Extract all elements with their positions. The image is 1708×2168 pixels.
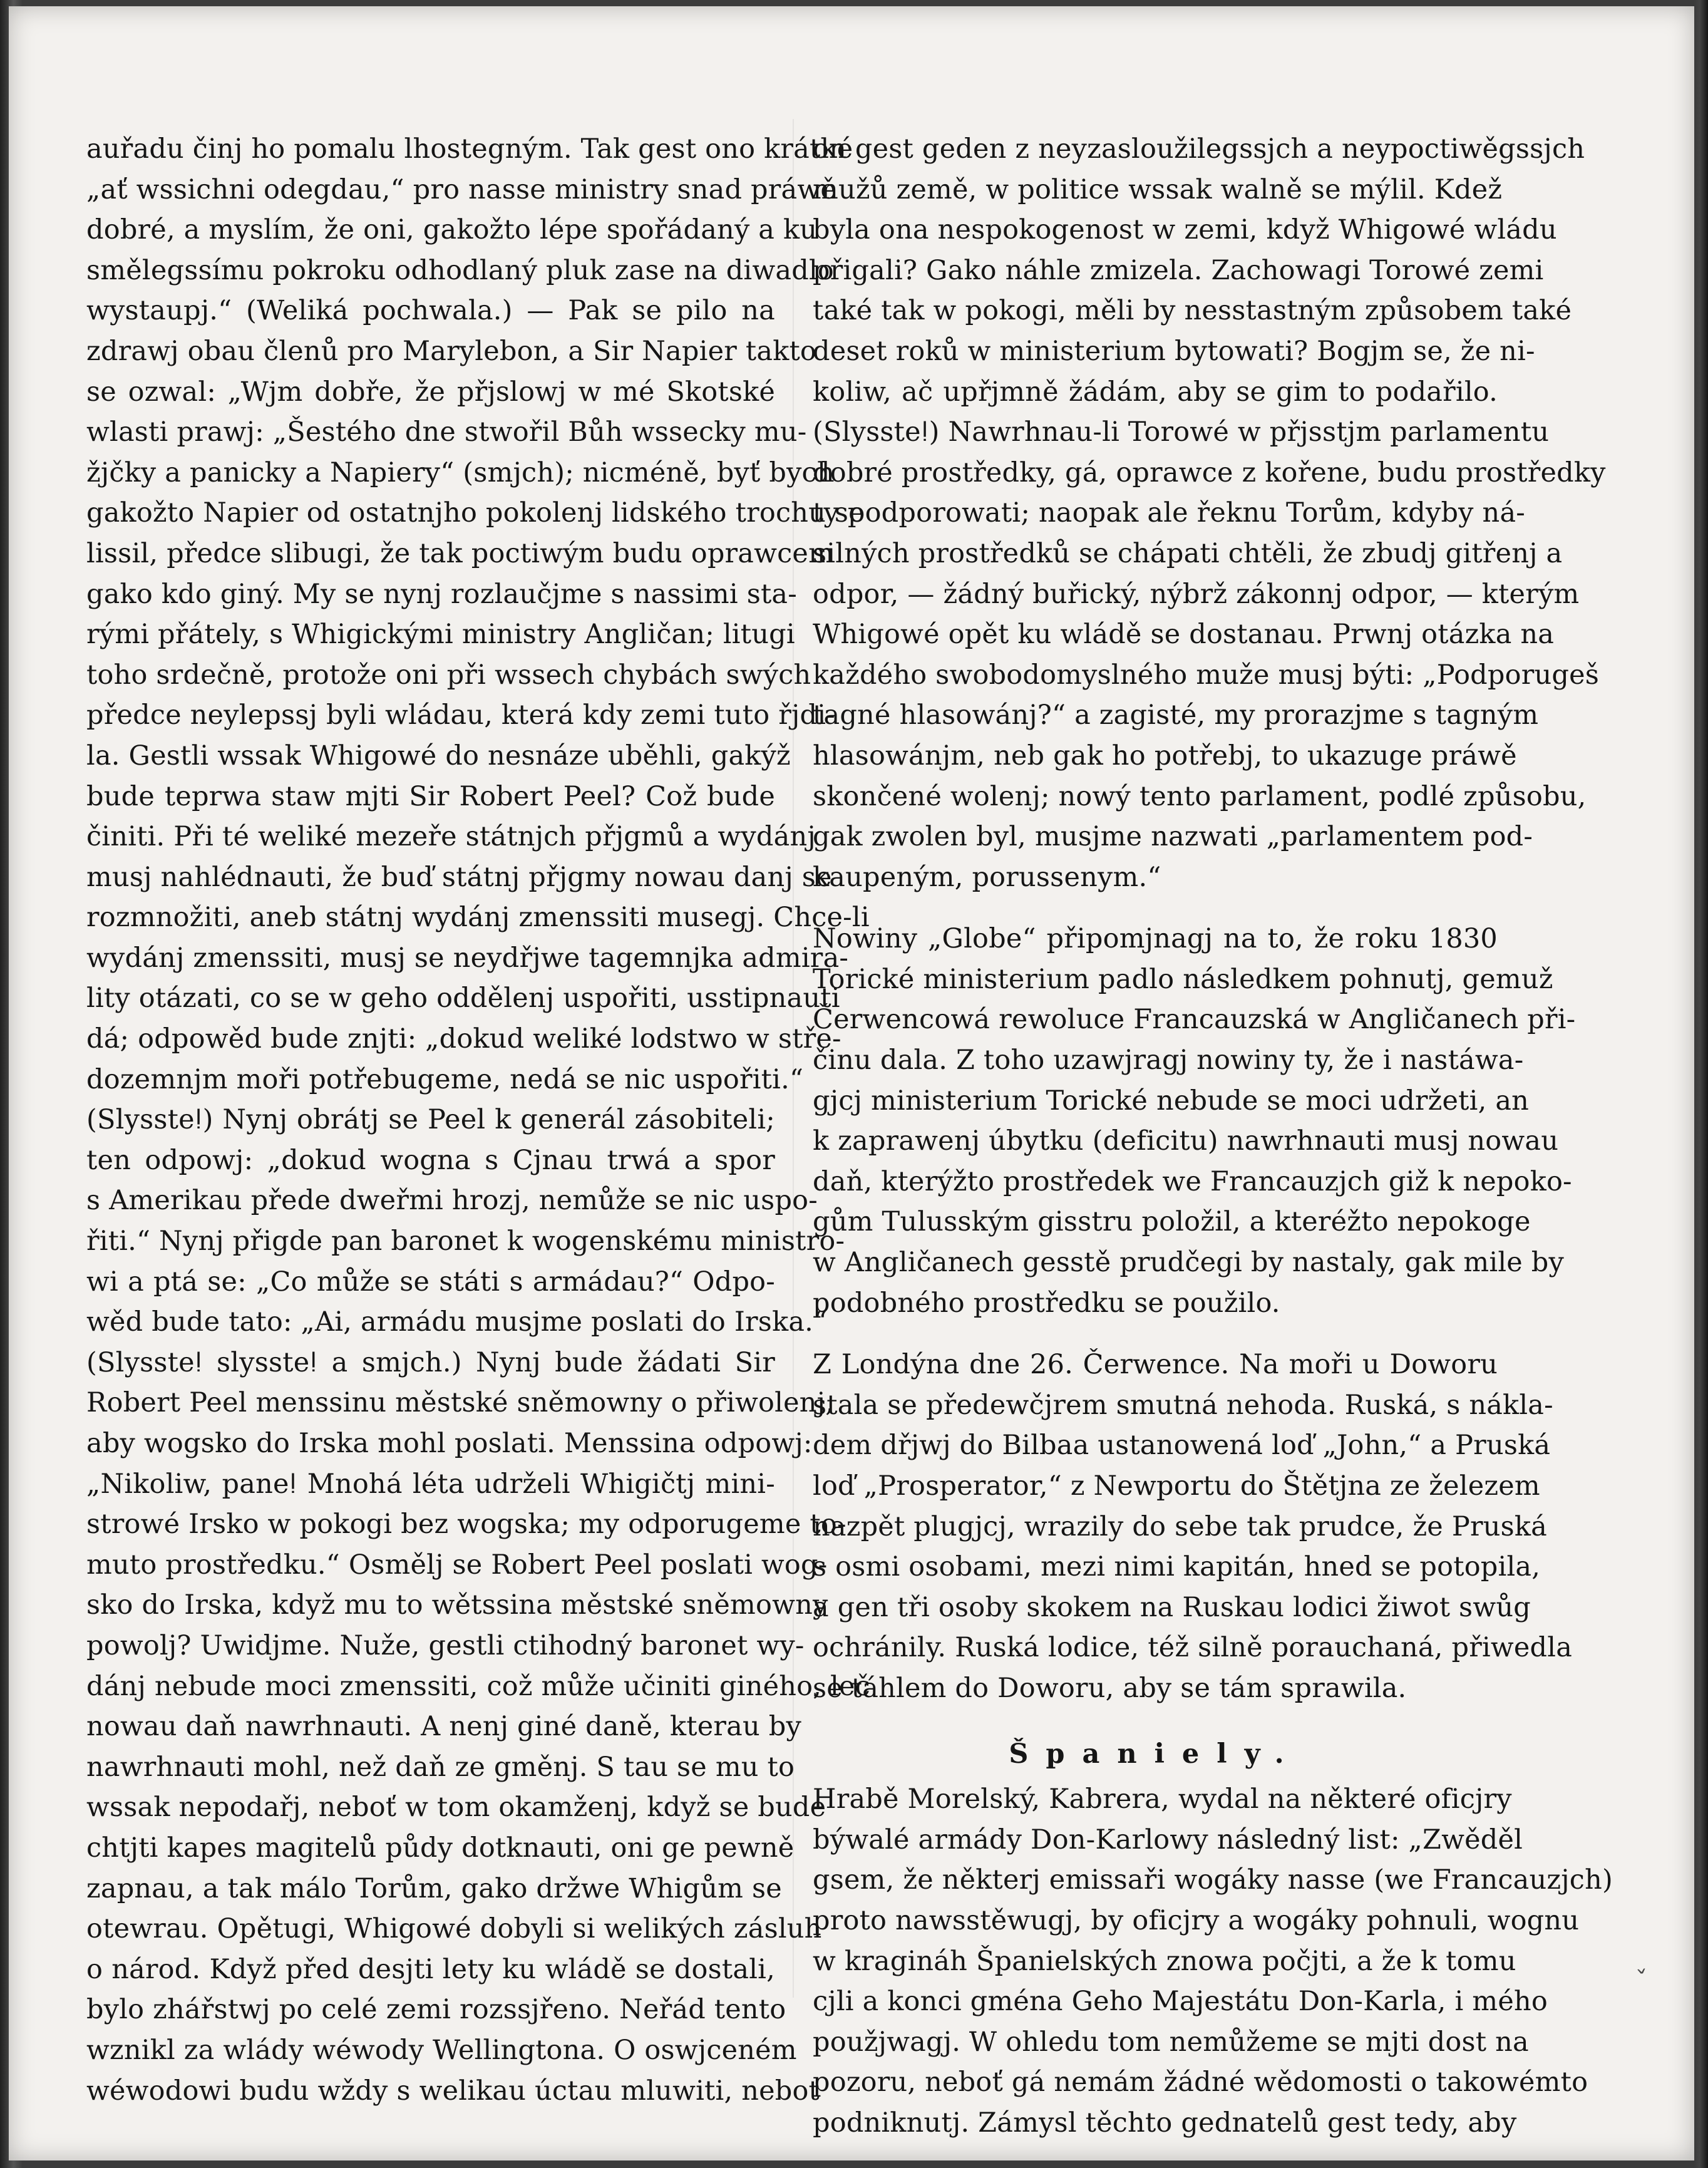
text-line: a gen tři osoby skokem na Ruskau lodici žiwot swůg bbox=[813, 1591, 1531, 1623]
text-line: činiti. Při té weliké mezeře státnjch přjgmů a wydánj bbox=[86, 821, 816, 853]
text-line: (Slyssteǃ slyssteǃ a smjch.) Nynj bude žádati Sir bbox=[86, 1346, 775, 1378]
text-line: zapnau, a tak málo Torům, gako držwe Whigům se bbox=[86, 1872, 782, 1904]
text-line: hlasowánjm, neb gak ho potřebj, to ukazuge práwě bbox=[813, 740, 1517, 772]
text-line: sko do Irska, když mu to wětssina městské sněmowny bbox=[86, 1589, 828, 1621]
text-line: loď „Prosperator,“ z Newportu do Štětjna ze železem bbox=[813, 1470, 1540, 1502]
text-line: gako kdo giný. My se nynj rozlaučjme s nassimi sta- bbox=[86, 578, 798, 610]
text-line: aby wogsko do Irska mohl poslati. Menssina odpowj: bbox=[86, 1428, 813, 1459]
text-line: (Slyssteǃ) Nawrhnau-li Torowé w přjsstjm parlamentu bbox=[813, 416, 1550, 448]
text-line: bylo zhářstwj po celé zemi rozssjřeno. Neřád tento bbox=[86, 1994, 786, 2026]
scan-border-right bbox=[1694, 0, 1708, 2168]
text-line: s Amerikau přede dweřmi hrozj, nemůže se nic uspo- bbox=[86, 1185, 818, 1217]
text-line: chtjti kapes magitelů půdy dotknauti, oni ge pewně bbox=[86, 1832, 795, 1864]
text-line: Nowiny „Globe“ připomjnagj na to, že roku 1830 bbox=[813, 923, 1498, 955]
text-line: o národ. Když před desjti lety ku wládě se dostali, bbox=[86, 1953, 775, 1985]
text-line: powolj? Uwidjme. Nuže, gestli ctihodný baronet wy- bbox=[86, 1629, 805, 1661]
text-line: la. Gestli wssak Whigowé do nesnáze uběhli, gakýž bbox=[86, 740, 791, 772]
text-line: cjli a konci gména Geho Majestátu Don-Karla, i mého bbox=[813, 1986, 1548, 2018]
text-line: koliw, ač upřjmně žádám, aby se gim to podařilo. bbox=[813, 376, 1498, 408]
text-line: wystaupj.“ (Weliká pochwala.) — Pak se pilo na bbox=[86, 295, 775, 327]
text-line: muto prostředku.“ Osmělj se Robert Peel poslati wog- bbox=[86, 1549, 828, 1581]
text-line: stala se předewčjrem smutná nehoda. Ruská, s nákla- bbox=[813, 1389, 1553, 1421]
text-line: dem dřjwj do Bilbaa ustanowená loď „John,“ a Pruská bbox=[813, 1430, 1551, 1462]
text-line: ten odpowj: „dokud wogna s Cjnau trwá a spor bbox=[86, 1144, 775, 1176]
text-line: se ozwal: „Wjm dobře, že přjslowj w mé Skotské bbox=[86, 376, 775, 408]
text-line: nowau daň nawrhnauti. A nenj giné daně, kterau by bbox=[86, 1711, 801, 1743]
article-continuation-paragraph bbox=[813, 129, 1606, 897]
text-line: gům Tulusským gisstru položil, a kteréžto nepokoge bbox=[813, 1206, 1531, 1238]
text-line: musj nahlédnauti, že buď státnj přjgmy nowau danj se bbox=[86, 861, 832, 893]
newspaper-page bbox=[9, 6, 1694, 2160]
text-line: také tak w pokogi, měli by nesstastným způsobem také bbox=[813, 295, 1572, 327]
text-line: „Nikoliw, paneǃ Mnohá léta udrželi Whigičtj mini- bbox=[86, 1468, 775, 1500]
text-line: otewrau. Opětugi, Whigowé dobyli si welikých zásluh bbox=[86, 1913, 822, 1945]
text-line: (Slyssteǃ) Nynj obrátj se Peel k generál zásobiteli; bbox=[86, 1104, 775, 1136]
text-line: dánj nebude moci zmenssiti, což může učiniti giného, leč bbox=[86, 1670, 870, 1702]
text-line: wéwodowi budu wždy s welikau úctau mluwiti, neboť bbox=[86, 2075, 820, 2107]
text-line: daň, kterýžto prostředek we Francauzjch giž k nepoko- bbox=[813, 1165, 1572, 1197]
text-line: činu dala. Z toho uzawjragj nowiny ty, že i nastáwa- bbox=[813, 1045, 1524, 1076]
text-line: dobré, a myslím, že oni, gakožto lépe spořádaný a ku bbox=[86, 214, 818, 246]
spain-news-paragraph bbox=[813, 1779, 1613, 2143]
text-line: s osmi osobami, mezi nimi kapitán, hned se potopila, bbox=[813, 1551, 1541, 1583]
paragraph-gap bbox=[813, 1709, 1498, 1730]
globe-news-paragraph bbox=[813, 919, 1576, 1323]
text-line: rými přátely, s Whigickými ministry Angličan; litugi bbox=[86, 619, 795, 651]
text-line: přigali? Gako náhle zmizela. Zachowagi Torowé zemi bbox=[813, 254, 1544, 286]
text-line: řiti.“ Nynj přigde pan baronet k wogenskému ministro- bbox=[86, 1226, 845, 1257]
text-line: strowé Irsko w pokogi bez wogska; my odporugeme to- bbox=[86, 1509, 846, 1541]
paragraph-gap bbox=[813, 1323, 1498, 1345]
text-line: mužů země, w politice wssak walně se mýlil. Kdež bbox=[813, 173, 1503, 205]
text-line: skončené wolenj; nowý tento parlament, podlé způsobu, bbox=[813, 780, 1587, 812]
text-line: nazpět plugjcj, wrazily do sebe tak prudce, že Pruská bbox=[813, 1510, 1547, 1542]
text-line: wydánj zmenssiti, musj se neydřjwe tagemnjka admira- bbox=[86, 942, 849, 974]
text-line: Z Londýna dne 26. Čerwence. Na moři u Doworu bbox=[813, 1349, 1498, 1381]
text-line: Hrabě Morelský, Kabrera, wydal na některé oficjry bbox=[813, 1783, 1512, 1815]
left-column bbox=[86, 129, 870, 2111]
text-line: nawrhnauti mohl, než daň ze gměnj. S tau se mu to bbox=[86, 1751, 795, 1783]
text-line: gak zwolen byl, musjme nazwati „parlamentem pod- bbox=[813, 821, 1533, 853]
text-line: Robert Peel menssinu městské sněmowny o přiwolenj, bbox=[86, 1387, 835, 1419]
text-line: on gest geden z neyzasloužilegssjch a neypoctiwěgssjch bbox=[813, 133, 1585, 165]
text-line: dá; odpowěd bude znjti: „dokud weliké lodstwo w stře- bbox=[86, 1023, 841, 1055]
text-line: rozmnožiti, aneb státnj wydánj zmenssiti musegj. Chce-li bbox=[86, 902, 870, 934]
text-line: žjčky a panicky a Napiery“ (smjch); nicméně, byť bych bbox=[86, 457, 835, 488]
text-line: kaupeným, porussenym.“ bbox=[813, 861, 1161, 893]
text-line: gakožto Napier od ostatnjho pokolenj lidského trochu se bbox=[86, 497, 865, 529]
text-line: lissil, předce slibugi, že tak poctiwým budu oprawcem bbox=[86, 537, 835, 569]
text-line: smělegssímu pokroku odhodlaný pluk zase na diwadlo bbox=[86, 254, 834, 286]
text-line: Torické ministerium padlo následkem pohnutj, gemuž bbox=[813, 963, 1553, 995]
text-line: bude teprwa staw mjti Sir Robert Peel? Což bude bbox=[86, 780, 775, 812]
right-column bbox=[813, 129, 1613, 2144]
text-line: se táhlem do Doworu, aby se tám sprawila. bbox=[813, 1672, 1407, 1704]
text-line: Čerwencowá rewoluce Francauzská w Angličanech při- bbox=[813, 1004, 1576, 1036]
text-line: ochránily. Ruská lodice, též silně porauchaná, přiwedla bbox=[813, 1632, 1573, 1664]
text-line: použjwagj. W ohledu tom nemůžeme se mjti dost na bbox=[813, 2026, 1529, 2058]
text-line: tagné hlasowánj?“ a zagisté, my prorazjme s tagným bbox=[813, 699, 1539, 731]
section-heading-spain: Španiely. bbox=[1009, 1738, 1302, 1770]
text-line: toho srdečně, protože oni při wssech chybách swých bbox=[86, 659, 811, 691]
text-line: deset roků w ministerium bytowati? Bogjm se, že ni- bbox=[813, 335, 1535, 367]
paper-blemish-mark: ˇ bbox=[1634, 1965, 1652, 1996]
text-line: gjcj ministerium Torické nebude se moci udržeti, an bbox=[813, 1085, 1530, 1117]
text-line: wznikl za wlády wéwody Wellingtona. O oswjceném bbox=[86, 2034, 797, 2066]
text-line: wssak nepodařj, neboť w tom okamženj, když se bude bbox=[86, 1792, 826, 1824]
text-line: k zaprawenj úbytku (deficitu) nawrhnauti musj nowau bbox=[813, 1125, 1559, 1157]
left-column-text bbox=[86, 129, 870, 2111]
text-line: „ať wssichni odegdau,“ pro nasse ministry snad práwě bbox=[86, 173, 837, 205]
text-line: podniknutj. Zámysl těchto gednatelů gest tedy, aby bbox=[813, 2107, 1517, 2139]
text-line: w Angličanech gesstě prudčegi by nastaly, gak mile by bbox=[813, 1247, 1565, 1279]
text-line: Whigowé opět ku wládě se dostanau. Prwnj otázka na bbox=[813, 619, 1555, 651]
text-line: podobného prostředku se použilo. bbox=[813, 1287, 1280, 1319]
text-line: gsem, že některj emissaři wogáky nasse (we Francauzjch) bbox=[813, 1864, 1613, 1896]
paragraph-gap bbox=[813, 897, 1498, 919]
text-line: auřadu činj ho pomalu lhostegným. Tak gest ono krátké bbox=[86, 133, 853, 165]
text-line: zdrawj obau členů pro Marylebon, a Sir Napier takto bbox=[86, 335, 817, 367]
text-line: proto nawsstěwugj, by oficjry a wogáky pohnuli, wognu bbox=[813, 1904, 1580, 1936]
text-line: silných prostředků se chápati chtěli, že zbudj gitřenj a bbox=[813, 537, 1563, 569]
text-line: dobré prostředky, gá, oprawce z kořene, budu prostředky bbox=[813, 457, 1606, 488]
text-line: odpor, — žádný buřický, nýbrž zákonnj odpor, — kterým bbox=[813, 578, 1580, 610]
text-line: lity otázati, co se w geho oddělenj uspořiti, usstipnauti bbox=[86, 983, 840, 1014]
text-line: předce neylepssj byli wládau, která kdy zemi tuto řjdi- bbox=[86, 699, 835, 731]
text-line: ty podporowati; naopak ale řeknu Torům, kdyby ná- bbox=[813, 497, 1526, 529]
text-line: w kragináh Španielských znowa počjti, a že k tomu bbox=[813, 1945, 1516, 1977]
text-line: dozemnjm moři potřebugeme, nedá se nic uspořiti.“ bbox=[86, 1063, 804, 1095]
text-line: každého swobodomyslného muže musj býti: „Podporugeš bbox=[813, 659, 1600, 691]
text-line: byla ona nespokogenost w zemi, když Whigowé wládu bbox=[813, 214, 1557, 246]
text-line: pozoru, neboť gá nemám žádné wědomosti o takowémto bbox=[813, 2067, 1588, 2098]
text-line: wěd bude tato: „Ai, armádu musjme poslati do Irska.“ bbox=[86, 1306, 828, 1338]
text-line: býwalé armády Don-Karlowy následný list: „Zwěděl bbox=[813, 1824, 1523, 1856]
london-news-paragraph bbox=[813, 1345, 1573, 1708]
text-line: wlasti prawj: „Šestého dne stwořil Bůh wssecky mu- bbox=[86, 416, 807, 448]
text-line: wi a ptá se: „Co může se státi s armádau?“ Odpo- bbox=[86, 1266, 775, 1298]
